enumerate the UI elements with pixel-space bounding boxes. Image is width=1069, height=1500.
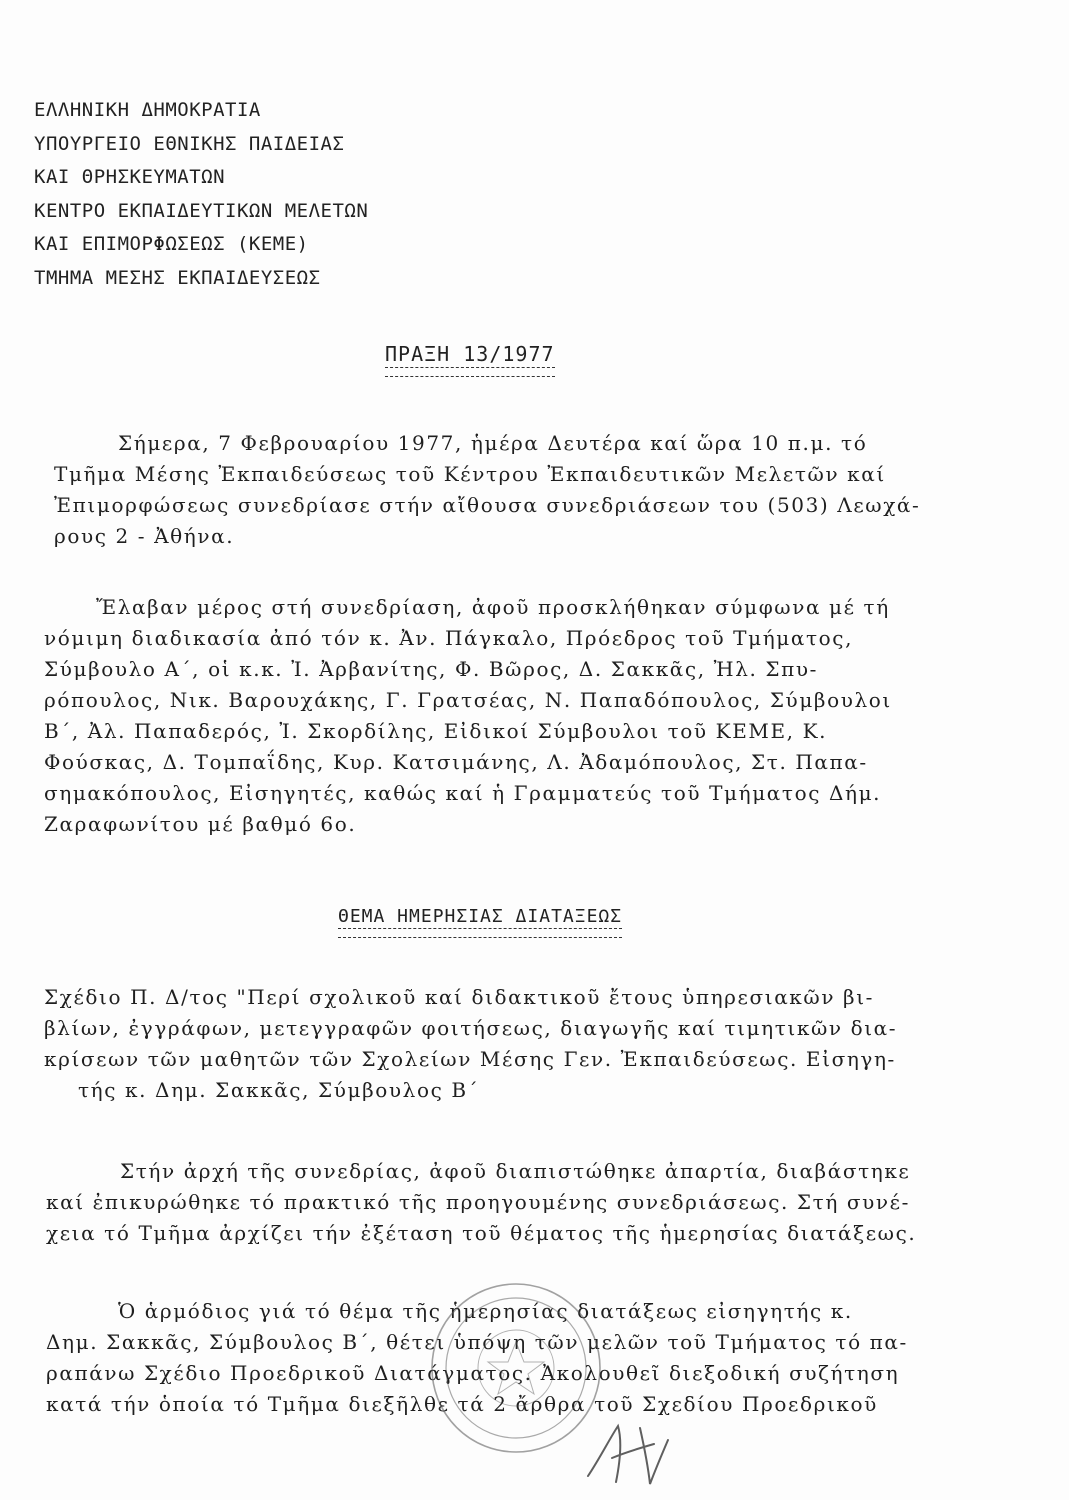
letterhead-line: ΚΑΙ ΕΠΙΜΟΡΦΩΣΕΩΣ (ΚΕΜΕ) xyxy=(34,233,309,255)
text-line: Ὁ ἁρμόδιος γιά τό θέμα τῆς ἡμερησίας διατάξεως εἰσηγητής κ. xyxy=(118,1299,853,1323)
text-line: ρόπουλος, Νικ. Βαρουχάκης, Γ. Γρατσέας, Ν. Παπαδόπουλος, Σύμβουλοι xyxy=(44,688,892,712)
text-line: Δημ. Σακκᾶς, Σύμβουλος Β΄, θέτει ὑπόψη τῶν μελῶν τοῦ Τμήματος τό πα- xyxy=(46,1330,908,1354)
document-title xyxy=(385,342,555,377)
title-underline xyxy=(385,367,555,377)
text-line: Σήμερα, 7 Φεβρουαρίου 1977, ἡμέρα Δευτέρα καί ὥρα 10 π.μ. τό xyxy=(118,431,868,455)
handwritten-signature xyxy=(582,1418,672,1490)
letterhead-line: ΚΑΙ ΘΡΗΣΚΕΥΜΑΤΩΝ xyxy=(34,166,226,188)
text-line: ραπάνω Σχέδιο Προεδρικοῦ Διατάγματος. Ἀκολουθεῖ διεξοδική συζήτηση xyxy=(46,1361,900,1385)
text-line: κρίσεων τῶν μαθητῶν τῶν Σχολείων Μέσης Γεν. Ἐκπαιδεύσεως. Εἰσηγη- xyxy=(44,1047,896,1071)
letterhead-line: ΚΕΝΤΡΟ ΕΚΠΑΙΔΕΥΤΙΚΩΝ ΜΕΛΕΤΩΝ xyxy=(34,199,369,222)
plan-paragraph xyxy=(44,982,897,1106)
text-line: ρους 2 - Ἀθήνα. xyxy=(54,524,235,548)
text-line: καί ἐπικυρώθηκε τό πρακτικό τῆς προηγουμένης συνεδριάσεως. Στή συνέ- xyxy=(46,1190,910,1214)
text-line: χεια τό Τμῆμα ἀρχίζει τήν ἐξέταση τοῦ θέματος τῆς ἡμερησίας διατάξεως. xyxy=(46,1221,917,1245)
text-line: τής κ. Δημ. Σακκᾶς, Σύμβουλος Β΄ xyxy=(78,1078,480,1102)
text-line: Ἔλαβαν μέρος στή συνεδρίαση, ἀφοῦ προσκλήθηκαν σύμφωνα μέ τή xyxy=(96,595,890,619)
document-title-text: ΠΡΑΞΗ 13/1977 xyxy=(385,342,555,366)
letterhead-line: ΤΜΗΜΑ ΜΕΣΗΣ ΕΚΠΑΙΔΕΥΣΕΩΣ xyxy=(34,266,321,289)
text-line: βλίων, ἐγγράφων, μετεγγραφῶν φοιτήσεως, διαγωγῆς καί τιμητικῶν δια- xyxy=(44,1016,898,1040)
text-line: νόμιμη διαδικασία ἀπό τόν κ. Ἀν. Πάγκαλο, Πρόεδρος τοῦ Τμήματος, xyxy=(44,626,854,650)
start-paragraph-cont xyxy=(46,1187,916,1249)
letterhead xyxy=(34,94,368,295)
text-line: Β΄, Ἀλ. Παπαδερός, Ἰ. Σκορδίλης, Εἰδικοί Σύμβουλοι τοῦ ΚΕΜΕ, Κ. xyxy=(44,719,828,743)
text-line: Ἐπιμορφώσεως συνεδρίασε στήν αἴθουσα συνεδριάσεων του (503) Λεωχά- xyxy=(54,493,921,517)
text-line: σημακόπουλος, Εἰσηγητές, καθώς καί ἡ Γραμματεύς τοῦ Τμήματος Δήμ. xyxy=(44,781,882,805)
text-line: Ζαραφωνίτου μέ βαθμό 6ο. xyxy=(44,812,357,836)
letterhead-line: ΕΛΛΗΝΙΚΗ ΔΗΜΟΚΡΑΤΙΑ xyxy=(34,99,261,121)
opening-paragraph-cont xyxy=(54,459,920,552)
participants-paragraph-cont xyxy=(44,623,892,840)
text-line: Σχέδιο Π. Δ/τος "Περί σχολικοῦ καί διδακτικοῦ ἔτους ὑπηρεσιακῶν βι- xyxy=(44,985,874,1009)
seal-stamp xyxy=(428,1280,604,1456)
text-line: κατά τήν ὁποία τό Τμῆμα διεξῆλθε τά 2 ἄρθρα τοῦ Σχεδίου Προεδρικοῦ xyxy=(46,1392,878,1416)
text-line: Φούσκας, Δ. Τομπαΐδης, Κυρ. Κατσιμάνης, Λ. Ἀδαμόπουλος, Στ. Παπα- xyxy=(44,750,868,774)
subject-underline xyxy=(338,928,622,938)
text-line: Σύμβουλο Α΄, οἱ κ.κ. Ἰ. Ἀρβανίτης, Φ. Βῶρος, Δ. Σακκᾶς, Ἠλ. Σπυ- xyxy=(44,657,818,681)
text-line: Στήν ἀρχή τῆς συνεδρίας, ἀφοῦ διαπιστώθηκε ἀπαρτία, διαβάστηκε xyxy=(120,1159,911,1183)
start-paragraph xyxy=(120,1156,910,1187)
opening-paragraph xyxy=(118,428,867,459)
agenda-subject-heading xyxy=(338,906,622,938)
text-line: Τμῆμα Μέσης Ἐκπαιδεύσεως τοῦ Κέντρου Ἐκπαιδευτικῶν Μελετῶν καί xyxy=(54,462,886,486)
letterhead-line: ΥΠΟΥΡΓΕΙΟ ΕΘΝΙΚΗΣ ΠΑΙΔΕΙΑΣ xyxy=(34,132,345,155)
participants-paragraph xyxy=(96,592,890,623)
agenda-subject-text: ΘΕΜΑ ΗΜΕΡΗΣΙΑΣ ΔΙΑΤΑΞΕΩΣ xyxy=(338,906,623,927)
